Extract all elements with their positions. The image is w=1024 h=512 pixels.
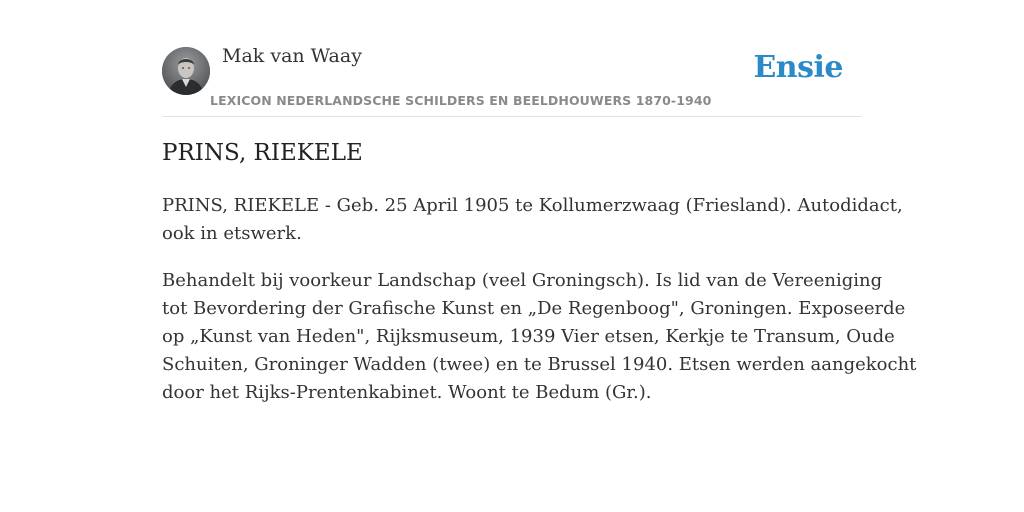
- article-title: PRINS, RIEKELE: [162, 140, 363, 166]
- paragraph-1: [162, 192, 903, 248]
- author-avatar[interactable]: [162, 47, 210, 95]
- ensie-logo-link[interactable]: Ensie: [753, 50, 843, 85]
- author-name[interactable]: Mak van Waay: [222, 45, 362, 67]
- paragraph-line: ook in etswerk.: [162, 223, 302, 244]
- header: [162, 44, 862, 117]
- paragraph-line: Behandelt bij voorkeur Landschap (veel Groningsch). Is lid van de Vereeniging: [162, 270, 883, 291]
- article-body: [162, 192, 917, 426]
- lexicon-subtitle[interactable]: LEXICON NEDERLANDSCHE SCHILDERS EN BEELDHOUWERS 1870-1940: [210, 93, 712, 108]
- paragraph-line: door het Rijks-Prentenkabinet. Woont te Bedum (Gr.).: [162, 382, 652, 403]
- paragraph-line: Schuiten, Groninger Wadden (twee) en te Brussel 1940. Etsen werden aangekocht: [162, 354, 917, 375]
- paragraph-2: [162, 267, 917, 407]
- paragraph-line: PRINS, RIEKELE - Geb. 25 April 1905 te Kollumerzwaag (Friesland). Autodidact,: [162, 195, 903, 216]
- portrait-image: [162, 47, 210, 95]
- paragraph-line: tot Bevordering der Grafische Kunst en „De Regenboog", Groningen. Exposeerde: [162, 298, 906, 319]
- paragraph-line: op „Kunst van Heden", Rijksmuseum, 1939 Vier etsen, Kerkje te Transum, Oude: [162, 326, 895, 347]
